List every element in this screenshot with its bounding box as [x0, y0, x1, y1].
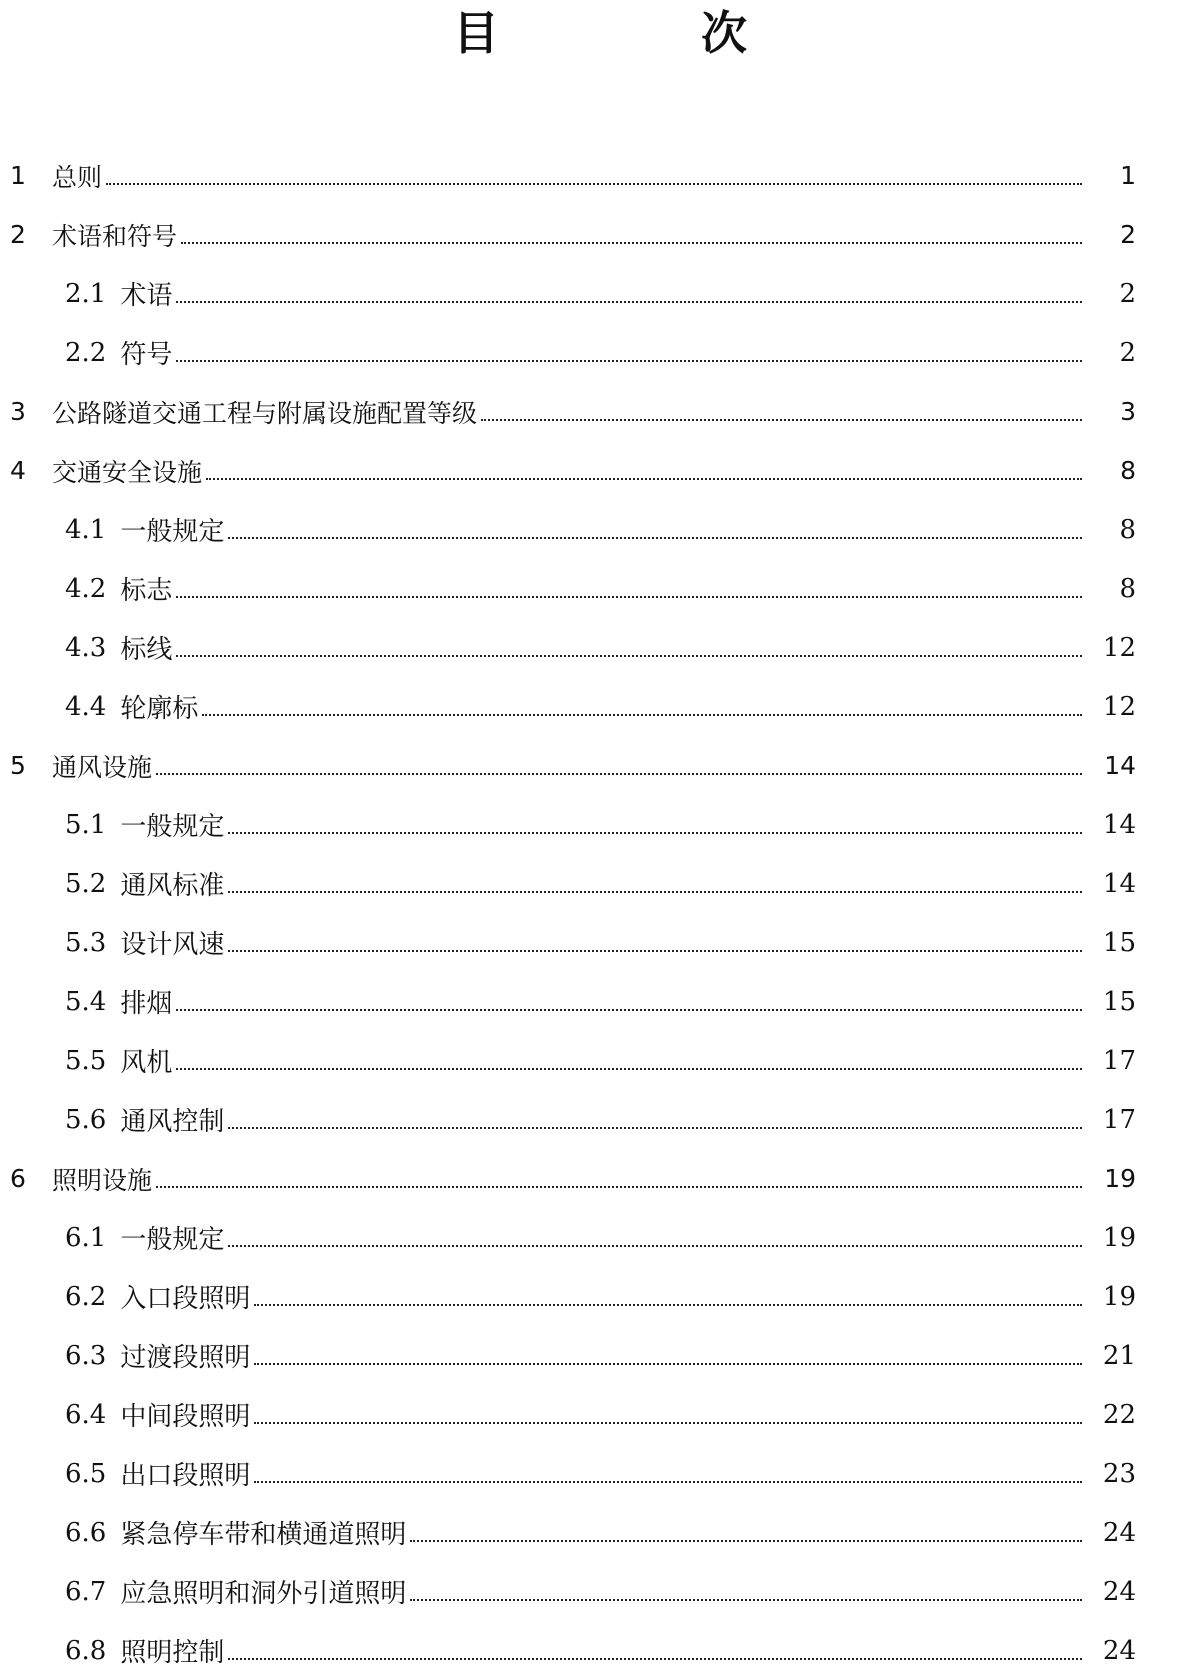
- dot-leader: [176, 989, 1082, 1011]
- toc-entry-label: 交通安全设施: [52, 457, 203, 487]
- toc-section-entry[interactable]: [0, 1031, 1200, 1090]
- toc-entry-number: 6.4: [65, 1399, 107, 1430]
- toc-entry-page-number: 12: [1102, 632, 1136, 663]
- dot-leader: [106, 163, 1082, 185]
- dot-leader: [228, 1638, 1082, 1660]
- toc-entry-label: 术语: [120, 281, 173, 311]
- dot-leader: [254, 1343, 1082, 1365]
- toc-entry-page-number: 19: [1104, 1164, 1136, 1193]
- toc-chapter-entry[interactable]: [0, 441, 1200, 500]
- toc-section-entry[interactable]: [0, 1326, 1200, 1385]
- dot-leader: [176, 1048, 1082, 1070]
- toc-entry-label: 照明设施: [52, 1165, 153, 1195]
- toc-entry-number: 6: [10, 1164, 26, 1193]
- toc-section-entry[interactable]: [0, 264, 1200, 323]
- toc-entry-number: 2: [10, 220, 26, 249]
- dot-leader: [254, 1461, 1082, 1483]
- toc-entry-number: 4.3: [65, 632, 107, 663]
- toc-entry-page-number: 14: [1102, 868, 1136, 899]
- toc-entry-number: 5.1: [65, 809, 107, 840]
- toc-entry-number: 4.4: [65, 691, 107, 722]
- toc-section-entry[interactable]: [0, 1503, 1200, 1562]
- toc-chapter-entry[interactable]: [0, 205, 1200, 264]
- toc-entry-number: 5: [10, 751, 26, 780]
- dot-leader: [176, 281, 1082, 303]
- toc-section-entry[interactable]: [0, 677, 1200, 736]
- dot-leader: [181, 222, 1082, 244]
- toc-entry-number: 5.4: [65, 986, 107, 1017]
- toc-entry-page-number: 8: [1120, 456, 1136, 485]
- toc-entry-page-number: 22: [1102, 1399, 1136, 1430]
- dot-leader: [176, 635, 1082, 657]
- toc-entry-label: 出口段照明: [120, 1461, 251, 1491]
- toc-entry-number: 6.6: [65, 1517, 107, 1548]
- toc-entry-number: 5.3: [65, 927, 107, 958]
- toc-entry-page-number: 3: [1120, 397, 1136, 426]
- toc-entry-page-number: 23: [1102, 1458, 1136, 1489]
- dot-leader: [176, 576, 1082, 598]
- dot-leader: [202, 694, 1082, 716]
- toc-section-entry[interactable]: [0, 972, 1200, 1031]
- dot-leader: [481, 399, 1082, 421]
- toc-section-entry[interactable]: [0, 1090, 1200, 1149]
- toc-entry-page-number: 14: [1104, 751, 1136, 780]
- dot-leader: [228, 1225, 1082, 1247]
- toc-entry-number: 2.1: [65, 278, 107, 309]
- dot-leader: [228, 871, 1082, 893]
- toc-section-entry[interactable]: [0, 795, 1200, 854]
- dot-leader: [254, 1402, 1082, 1424]
- dot-leader: [410, 1520, 1082, 1542]
- toc-entry-page-number: 15: [1102, 986, 1136, 1017]
- toc-entry-label: 排烟: [120, 989, 173, 1019]
- toc-section-entry[interactable]: [0, 1444, 1200, 1503]
- dot-leader: [228, 1107, 1082, 1129]
- toc-section-entry[interactable]: [0, 1208, 1200, 1267]
- toc-entry-number: 1: [10, 161, 26, 190]
- toc-entry-number: 6.2: [65, 1281, 107, 1312]
- toc-entry-page-number: 24: [1102, 1517, 1136, 1548]
- toc-entry-number: 3: [10, 397, 26, 426]
- toc-entry-page-number: 17: [1102, 1045, 1136, 1076]
- toc-entry-label: 通风设施: [52, 752, 153, 782]
- toc-entry-page-number: 19: [1102, 1222, 1136, 1253]
- toc-entry-label: 风机: [120, 1048, 173, 1078]
- page-title: 目 次: [453, 6, 825, 60]
- toc-entry-label: 紧急停车带和横通道照明: [120, 1520, 407, 1550]
- toc-entry-label: 一般规定: [120, 812, 225, 842]
- dot-leader: [228, 517, 1082, 539]
- toc-entry-label: 符号: [120, 340, 173, 370]
- toc-entry-number: 4.2: [65, 573, 107, 604]
- toc-entry-page-number: 2: [1119, 278, 1136, 309]
- toc-chapter-entry[interactable]: [0, 146, 1200, 205]
- toc-entry-number: 2.2: [65, 337, 107, 368]
- toc-entry-label: 标志: [120, 576, 173, 606]
- toc-entry-page-number: 19: [1102, 1281, 1136, 1312]
- toc-entry-number: 4.1: [65, 514, 107, 545]
- toc-section-entry[interactable]: [0, 1385, 1200, 1444]
- dot-leader: [176, 340, 1082, 362]
- toc-entry-page-number: 1: [1120, 161, 1136, 190]
- toc-entry-label: 术语和符号: [52, 221, 178, 251]
- toc-section-entry[interactable]: [0, 323, 1200, 382]
- toc-entry-number: 5.2: [65, 868, 107, 899]
- toc-entry-label: 应急照明和洞外引道照明: [120, 1579, 407, 1609]
- toc-section-entry[interactable]: [0, 854, 1200, 913]
- toc-entry-page-number: 2: [1120, 220, 1136, 249]
- toc-entry-label: 设计风速: [120, 930, 225, 960]
- dot-leader: [156, 1166, 1082, 1188]
- toc-entry-page-number: 14: [1102, 809, 1136, 840]
- dot-leader: [156, 753, 1082, 775]
- toc-entry-number: 5.5: [65, 1045, 107, 1076]
- toc-entry-number: 4: [10, 456, 26, 485]
- toc-entry-page-number: 17: [1102, 1104, 1136, 1135]
- toc-section-entry[interactable]: [0, 500, 1200, 559]
- dot-leader: [410, 1579, 1082, 1601]
- dot-leader: [254, 1284, 1082, 1306]
- toc-entry-page-number: 8: [1119, 514, 1136, 545]
- toc-section-entry[interactable]: [0, 618, 1200, 677]
- dot-leader: [206, 458, 1082, 480]
- toc-entry-page-number: 8: [1119, 573, 1136, 604]
- toc-entry-label: 过渡段照明: [120, 1343, 251, 1373]
- toc-entry-number: 6.5: [65, 1458, 107, 1489]
- toc-entry-page-number: 2: [1119, 337, 1136, 368]
- toc-chapter-entry[interactable]: [0, 1149, 1200, 1208]
- toc-section-entry[interactable]: [0, 1621, 1200, 1680]
- toc-entry-page-number: 21: [1102, 1340, 1136, 1371]
- toc-section-entry[interactable]: [0, 1267, 1200, 1326]
- toc-chapter-entry[interactable]: [0, 382, 1200, 441]
- toc-entry-label: 入口段照明: [120, 1284, 251, 1314]
- toc-entry-label: 照明控制: [120, 1638, 225, 1668]
- dot-leader: [228, 930, 1082, 952]
- toc-entry-label: 轮廓标: [120, 694, 199, 724]
- toc-section-entry[interactable]: [0, 913, 1200, 972]
- toc-entry-number: 6.3: [65, 1340, 107, 1371]
- toc-entry-label: 通风标准: [120, 871, 225, 901]
- table-of-contents: [0, 146, 1200, 1680]
- toc-section-entry[interactable]: [0, 1562, 1200, 1621]
- toc-entry-label: 公路隧道交通工程与附属设施配置等级: [52, 398, 478, 428]
- toc-entry-label: 一般规定: [120, 1225, 225, 1255]
- toc-entry-page-number: 12: [1102, 691, 1136, 722]
- toc-section-entry[interactable]: [0, 559, 1200, 618]
- toc-entry-page-number: 24: [1102, 1635, 1136, 1666]
- toc-entry-label: 标线: [120, 635, 173, 665]
- toc-entry-page-number: 15: [1102, 927, 1136, 958]
- toc-entry-label: 中间段照明: [120, 1402, 251, 1432]
- toc-entry-label: 通风控制: [120, 1107, 225, 1137]
- toc-entry-number: 5.6: [65, 1104, 107, 1135]
- toc-entry-page-number: 24: [1102, 1576, 1136, 1607]
- dot-leader: [228, 812, 1082, 834]
- toc-entry-label: 总则: [52, 162, 103, 192]
- toc-entry-number: 6.1: [65, 1222, 107, 1253]
- toc-entry-label: 一般规定: [120, 517, 225, 547]
- toc-entry-number: 6.7: [65, 1576, 107, 1607]
- toc-chapter-entry[interactable]: [0, 736, 1200, 795]
- toc-entry-number: 6.8: [65, 1635, 107, 1666]
